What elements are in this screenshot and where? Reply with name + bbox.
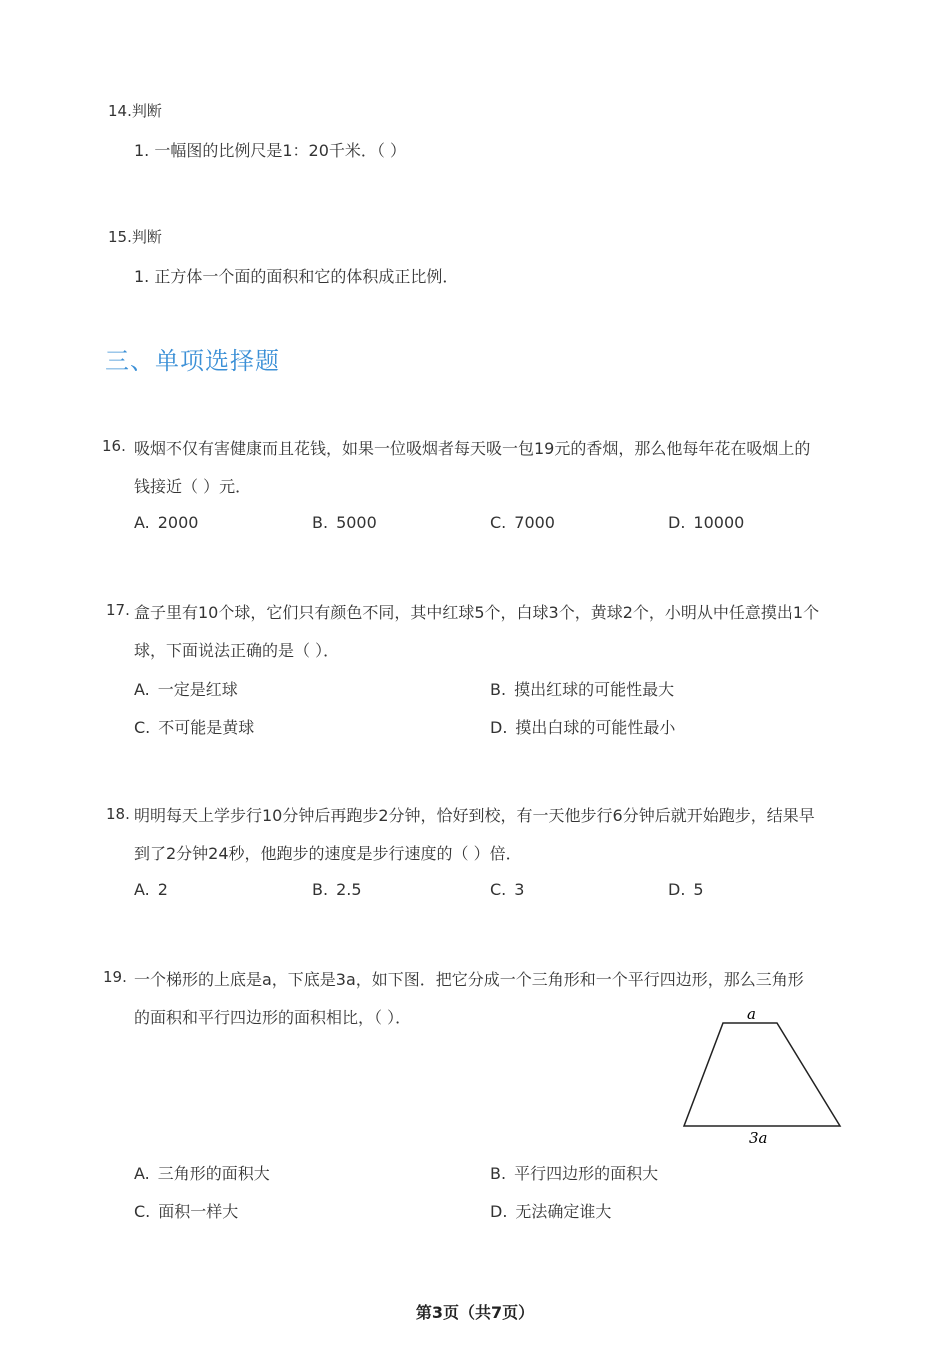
q17-option-d[interactable]: D. 摸出白球的可能性最小 — [490, 718, 676, 737]
q19-option-a[interactable]: A. 三角形的面积大 — [134, 1164, 270, 1183]
q16-line1: 吸烟不仅有害健康而且花钱，如果一位吸烟者每天吸一包19元的香烟，那么他每年花在吸烟上的 — [134, 439, 811, 458]
q19-line2: 的面积和平行四边形的面积相比，（ ）． — [134, 1008, 412, 1027]
section-title: 三、单项选择题 — [105, 347, 280, 375]
q19-number: 19. — [103, 968, 127, 986]
q18-line1: 明明每天上学步行10分钟后再跑步2分钟，恰好到校，有一天他步行6分钟后就开始跑步，结果早 — [134, 806, 815, 825]
q15-title: 判断 — [131, 228, 162, 246]
q16-number: 16. — [102, 437, 126, 455]
q14-title: 判断 — [131, 102, 162, 120]
q18-option-b[interactable]: B. 2.5 — [312, 880, 362, 899]
q19-line1: 一个梯形的上底是a，下底是3a，如下图．把它分成一个三角形和一个平行四边形，那么三角形 — [134, 970, 804, 989]
trapezoid-bottom-label: 3a — [749, 1129, 768, 1147]
q17-option-c[interactable]: C. 不可能是黄球 — [134, 718, 255, 737]
q15-item: 1. 正方体一个面的面积和它的体积成正比例． — [134, 267, 459, 286]
q18-option-a[interactable]: A. 2 — [134, 880, 168, 899]
trapezoid-figure — [680, 1000, 850, 1150]
q16-option-d[interactable]: D. 10000 — [668, 513, 745, 532]
q17-number: 17. — [106, 601, 130, 619]
q16-line2: 钱接近（ ）元． — [134, 477, 252, 496]
q19-option-b[interactable]: B. 平行四边形的面积大 — [490, 1164, 659, 1183]
trapezoid-shape — [684, 1023, 840, 1126]
q18-line2: 到了2分钟24秒，他跑步的速度是步行速度的（ ）倍． — [134, 844, 522, 863]
q17-option-b[interactable]: B. 摸出红球的可能性最大 — [490, 680, 675, 699]
q16-option-b[interactable]: B. 5000 — [312, 513, 377, 532]
q15-number: 15.判断 — [108, 228, 162, 246]
q18-option-d[interactable]: D. 5 — [668, 880, 704, 899]
trapezoid-top-label: a — [747, 1005, 756, 1023]
q16-option-c[interactable]: C. 7000 — [490, 513, 555, 532]
q18-number: 18. — [106, 805, 130, 823]
q17-line2: 球，下面说法正确的是（ ）． — [134, 641, 340, 660]
q19-option-c[interactable]: C. 面积一样大 — [134, 1202, 239, 1221]
q18-option-c[interactable]: C. 3 — [490, 880, 525, 899]
q17-line1: 盒子里有10个球，它们只有颜色不同，其中红球5个，白球3个，黄球2个，小明从中任意摸出1个 — [134, 603, 820, 622]
q17-option-a[interactable]: A. 一定是红球 — [134, 680, 238, 699]
page-footer: 第3页（共7页） — [415, 1303, 535, 1322]
q16-option-a[interactable]: A. 2000 — [134, 513, 199, 532]
q19-option-d[interactable]: D. 无法确定谁大 — [490, 1202, 612, 1221]
q14-item: 1. 一幅图的比例尺是1：20千米．（ ） — [134, 141, 406, 160]
q14-number: 14.判断 — [108, 102, 162, 120]
